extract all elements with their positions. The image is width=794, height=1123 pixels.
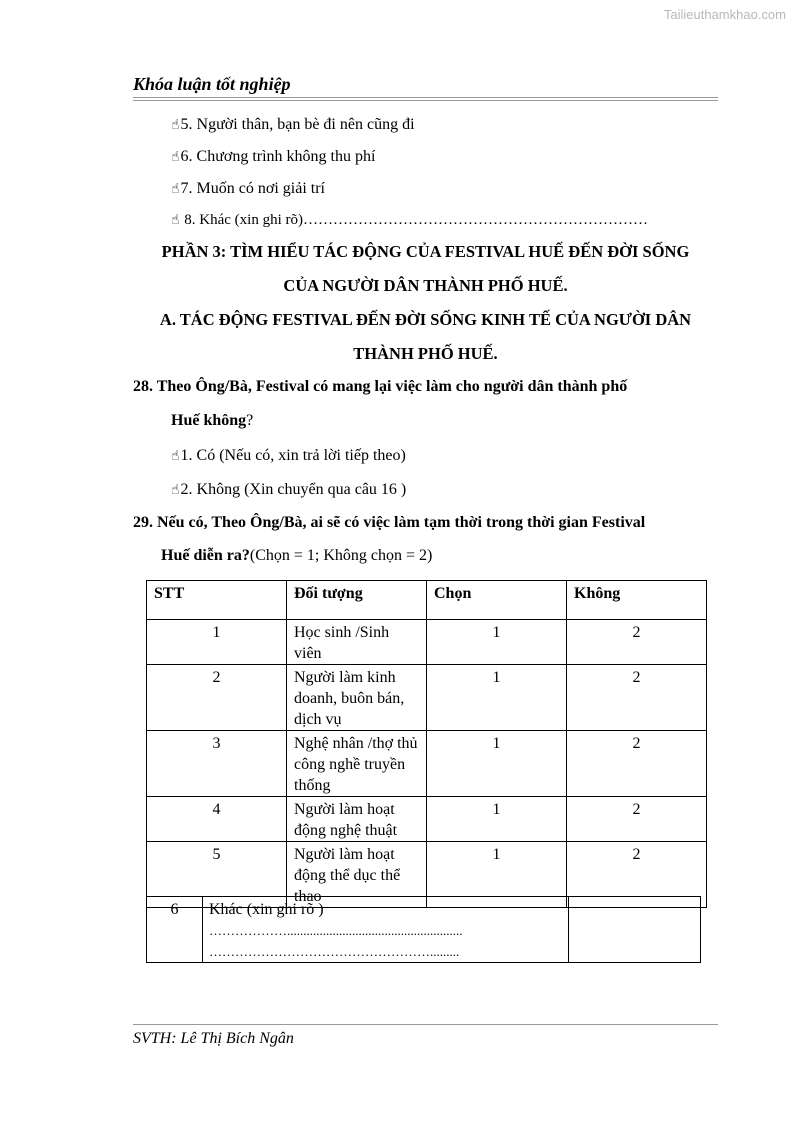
survey-table — [146, 580, 707, 908]
header-rule-top — [133, 97, 718, 98]
cell-khong: 2 — [567, 842, 707, 908]
part3-heading-line2: CỦA NGƯỜI DÂN THÀNH PHỐ HUẾ. — [283, 276, 568, 295]
hand-checkbox-icon: ☝ — [171, 482, 180, 498]
header-chon: Chọn — [427, 581, 567, 620]
section-a-heading-line2: THÀNH PHỐ HUẾ. — [353, 344, 498, 363]
section-a-heading-line1: A. TÁC ĐỘNG FESTIVAL ĐẾN ĐỜI SỐNG KINH TẾ CỦA NGƯỜI DÂN — [159, 310, 692, 329]
option-label: 8. Khác (xin ghi rõ)…………………………………………………………… — [180, 212, 648, 228]
cell-khong: 2 — [567, 665, 707, 731]
cell-chon: 1 — [427, 797, 567, 842]
header-rule-bottom — [133, 100, 718, 101]
cell-stt: 6 — [147, 897, 203, 963]
q28-option-2 — [171, 481, 406, 499]
footer-rule — [133, 1024, 718, 1025]
cell-chon: 1 — [427, 665, 567, 731]
footer-author: SVTH: Lê Thị Bích Ngân — [133, 1030, 294, 1047]
option-label: 2. Không (Xin chuyển qua câu 16 ) — [180, 481, 407, 498]
q28-option-1 — [171, 447, 406, 465]
option-label: 5. Người thân, bạn bè đi nên cũng đi — [180, 116, 415, 133]
cell-chon: 1 — [427, 842, 567, 908]
cell-subject: Nghệ nhân /thợ thủ công nghề truyền thống — [287, 731, 427, 797]
cell-stt: 5 — [147, 842, 287, 908]
question-29-rest: (Chọn = 1; Không chọn = 2) — [249, 547, 433, 564]
cell-stt: 2 — [147, 665, 287, 731]
cell-subject: Người làm kinh doanh, buôn bán, dịch vụ — [287, 665, 427, 731]
option-label: 1. Có (Nếu có, xin trả lời tiếp theo) — [180, 447, 406, 464]
other-dots-line1: ………………...................................................... — [209, 923, 463, 938]
header-subject: Đối tượng — [287, 581, 427, 620]
option-label: 6. Chương trình không thu phí — [180, 148, 376, 165]
cell-chon: 1 — [427, 731, 567, 797]
question-29-bold: Huế diễn ra? — [161, 547, 250, 564]
hand-checkbox-icon: ☝ — [171, 117, 180, 133]
question-28-bold: Huế không — [171, 412, 247, 429]
option-item-5 — [171, 116, 415, 134]
hand-checkbox-icon: ☝ — [171, 448, 180, 464]
question-28-rest: ? — [246, 412, 254, 429]
watermark: Tailieuthamkhao.com — [663, 7, 786, 22]
cell-khong: 2 — [567, 620, 707, 665]
other-dots-line2: ……………………………………………......... — [209, 944, 460, 959]
cell-chon: 1 — [427, 620, 567, 665]
question-29-line2 — [161, 547, 432, 565]
cell-subject: Người làm hoạt động thể dục thể thao — [287, 842, 427, 908]
part3-heading-line1: PHẦN 3: TÌM HIỂU TÁC ĐỘNG CỦA FESTIVAL HUẾ ĐẾN ĐỜI SỐNG — [161, 242, 690, 261]
document-header-title: Khóa luận tốt nghiệp — [133, 74, 291, 94]
other-label: Khác (xin ghi rõ ) — [209, 901, 324, 918]
table-row — [147, 797, 707, 842]
table-header-row — [147, 581, 707, 620]
table-row — [147, 620, 707, 665]
header-stt: STT — [147, 581, 287, 620]
cell-other-empty — [569, 897, 701, 963]
cell-stt: 1 — [147, 620, 287, 665]
question-28-line1: 28. Theo Ông/Bà, Festival có mang lại việc làm cho người dân thành phố — [133, 378, 628, 395]
hand-checkbox-icon: ☝ — [171, 212, 180, 228]
hand-checkbox-icon: ☝ — [171, 181, 180, 197]
header-khong: Không — [567, 581, 707, 620]
option-item-6 — [171, 148, 375, 166]
cell-khong: 2 — [567, 731, 707, 797]
cell-other-specify — [203, 897, 569, 963]
cell-khong: 2 — [567, 797, 707, 842]
cell-stt: 4 — [147, 797, 287, 842]
option-item-8 — [171, 212, 648, 229]
option-item-7 — [171, 180, 325, 198]
table-row — [147, 731, 707, 797]
cell-subject: Học sinh /Sinh viên — [287, 620, 427, 665]
survey-table-other-row — [146, 896, 701, 963]
cell-stt: 3 — [147, 731, 287, 797]
option-label: 7. Muốn có nơi giải trí — [180, 180, 325, 197]
table-row — [147, 897, 701, 963]
hand-checkbox-icon: ☝ — [171, 149, 180, 165]
question-28-line2 — [171, 412, 253, 430]
question-29-line1: 29. Nếu có, Theo Ông/Bà, ai sẽ có việc làm tạm thời trong thời gian Festival — [133, 514, 646, 531]
table-row — [147, 665, 707, 731]
cell-subject: Người làm hoạt động nghệ thuật — [287, 797, 427, 842]
